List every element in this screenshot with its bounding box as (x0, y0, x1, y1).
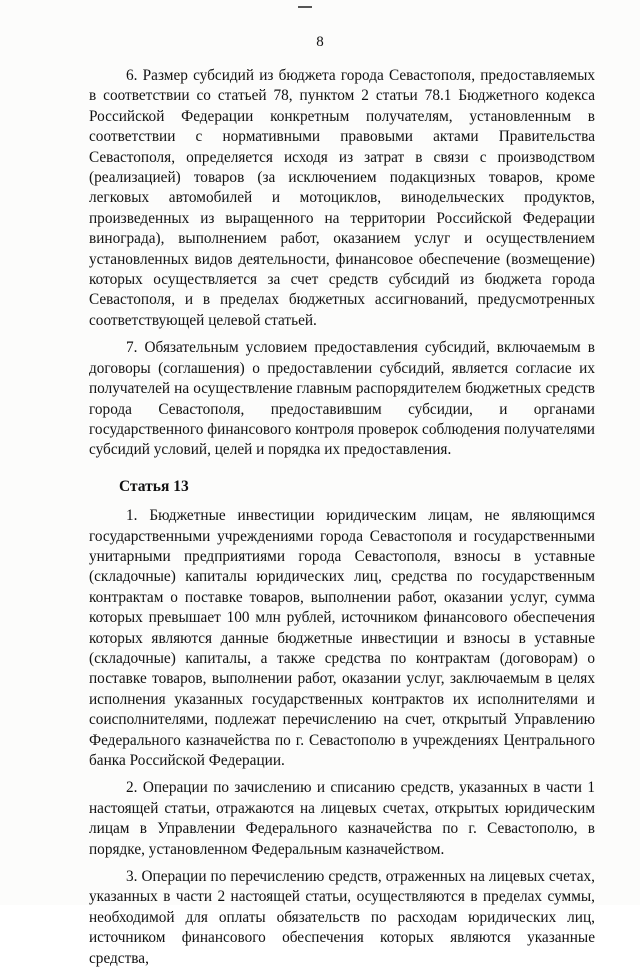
paragraph-7: 7. Обязательным условием предоставления субсидий, включаемым в договоры (соглашения) о предоставлении субсидий, является согласие их получателей на осуществление главным распорядителем бюджетных средств города Севастополя, предоставившим субсидии, и органами государственного финансового контроля проверок соблюдения получателями субсидий условий, целей и порядка их предоставления. (89, 339, 595, 459)
article-13-paragraph-1: 1. Бюджетные инвестиции юридическим лицам, не являющимся государственными учреждениями города Севастополя и государственными унитарными предприятиями города Севастополя, взносы в уставные (складочные) капиталы юридических лиц, средства по государственным контрактам о поставке товаров, выполнении работ, оказании услуг, сумма которых превышает 100 млн рублей, источником финансового обеспечения которых являются данные бюджетные инвестиции и взносы в уставные (складочные) капиталы, а также средства по контрактам (договорам) о поставке товаров, выполнении работ, оказании услуг, заключаемым в целях исполнения указанных государственных контрактов их исполнителями и соисполнителями, подлежат перечислению на счет, открытый Управлению Федерального казначейства по г. Севастополю в учреждениях Центрального банка Российской Федерации. (89, 507, 595, 769)
article-heading: Статья 13 (119, 477, 189, 495)
document-body (89, 66, 595, 976)
article-13-paragraph-2: 2. Операции по зачислению и списанию средств, указанных в части 1 настоящей статьи, отражаются на лицевых счетах, открытых юридическим лицам в Управлении Федерального казначейства по г. Севастополю, в порядке, установленном Федеральным казначейством. (89, 779, 595, 858)
page-number: 8 (316, 34, 324, 50)
scan-mark (298, 6, 312, 8)
article-13-paragraph-3: 3. Операции по перечислению средств, отраженных на лицевых счетах, указанных в части 2 настоящей статьи, осуществляются в пределах суммы, необходимой для оплаты обязательств по расходам юридических лиц, источником финансового обеспечения которых являются указанные средства, (89, 868, 595, 967)
paragraph-6: 6. Размер субсидий из бюджета города Севастополя, предоставляемых в соответствии со статьей 78, пунктом 2 статьи 78.1 Бюджетного кодекса Российской Федерации конкретным получателям, установленным в соответствии с нормативными правовыми актами Правительства Севастополя, определяется исходя из затрат в связи с производством (реализацией) товаров (за исключением подакцизных товаров, кроме легковых автомобилей и мотоциклов, винодельческих продуктов, произведенных из выращенного на территории Российской Федерации винограда), выполнением работ, оказанием услуг и осуществлением установленных видов деятельности, финансовое обеспечение (возмещение) которых осуществляется за счет средств субсидий из бюджета города Севастополя, и в пределах бюджетных ассигнований, предусмотренных соответствующей целевой статьей. (89, 67, 595, 329)
